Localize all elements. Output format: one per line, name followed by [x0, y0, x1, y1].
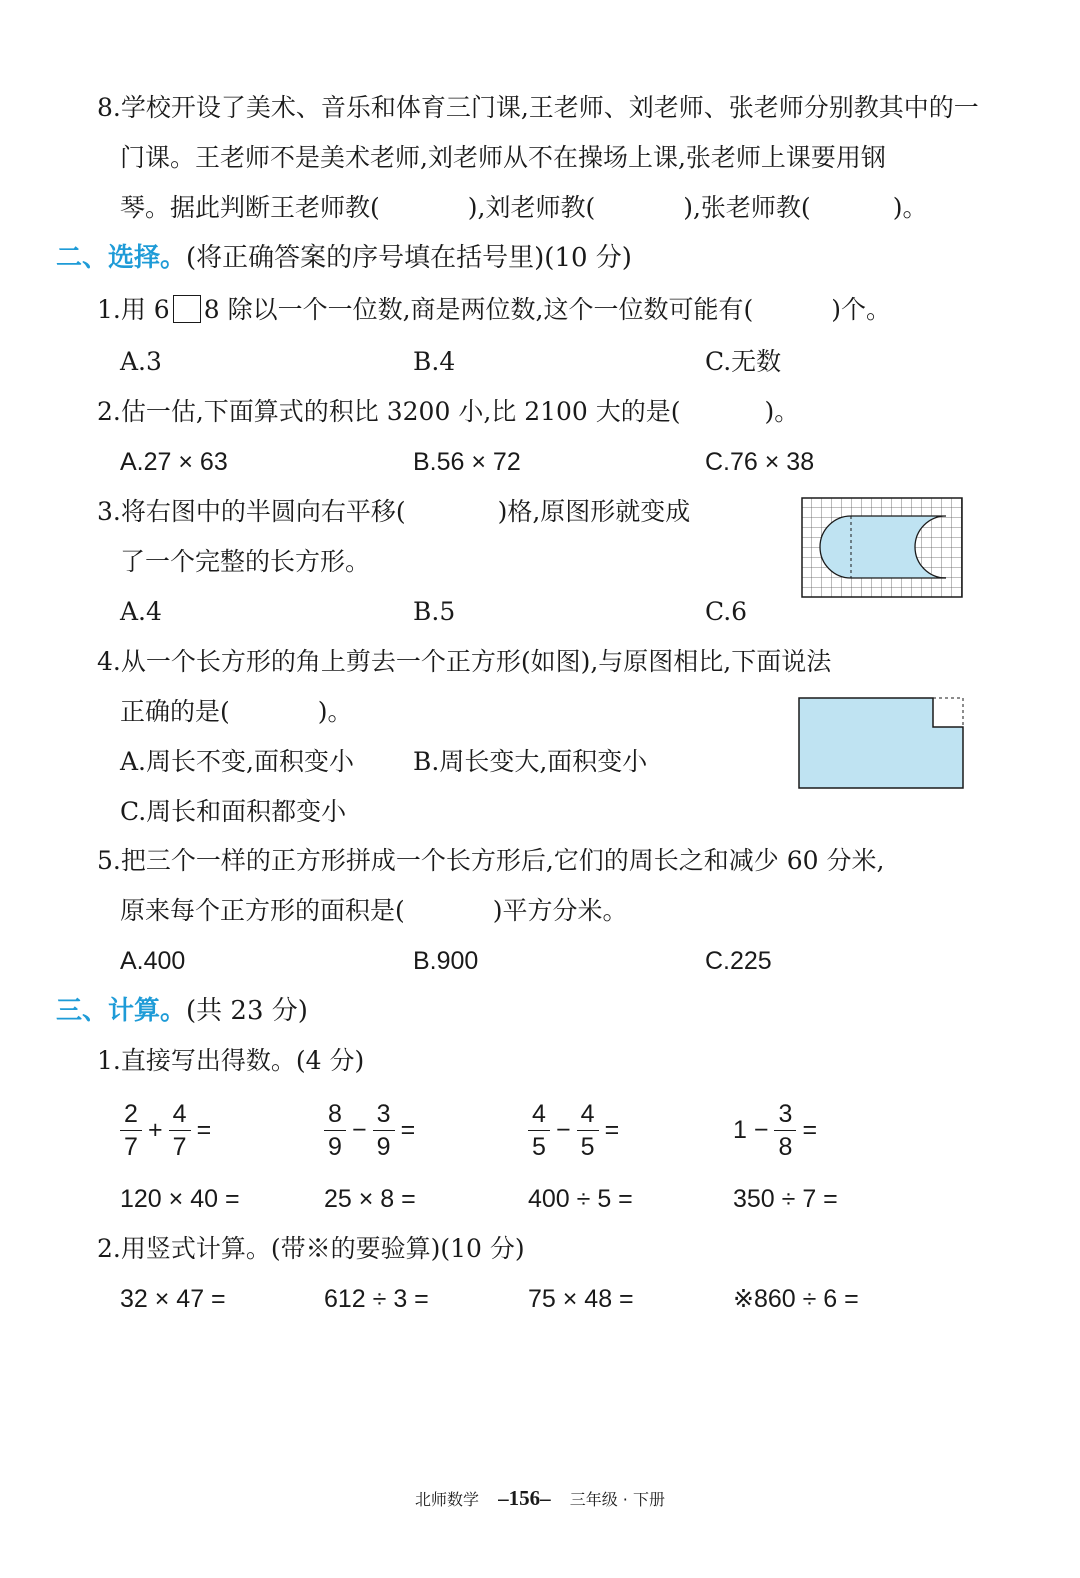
cut-rectangle-figure — [798, 697, 965, 790]
q8-text-b: ),刘老师教( — [467, 193, 596, 222]
equals: = — [196, 1115, 212, 1144]
operator: + — [148, 1115, 163, 1144]
calc-item-3: 400 ÷ 5 = — [528, 1185, 633, 1213]
s2-q4-text-a: 正确的是( — [120, 697, 230, 726]
s2-q4-option-b: B.周长变大,面积变小 — [413, 747, 648, 776]
fraction: $\frac{4}{7}$ — [169, 1101, 191, 1160]
calc-item-2: 25 × 8 = — [324, 1185, 416, 1213]
section-3-title: 三、计算。 — [56, 996, 187, 1026]
section-2-heading — [56, 240, 632, 276]
fraction: $\frac{4}{5}$ — [528, 1101, 550, 1160]
s2-q1-text-b: 8 除以一个一位数,商是两位数,这个一位数可能有( — [203, 295, 754, 324]
s2-q2-option-c: C.76 × 38 — [705, 448, 815, 476]
equals: = — [400, 1115, 416, 1144]
s2-q3-option-a: A.4 — [120, 597, 162, 626]
section-2-title: 二、选择。 — [56, 243, 187, 273]
section-3-heading — [56, 993, 308, 1029]
fraction-expression-2 — [322, 1098, 419, 1162]
s2-q4-text-b: )。 — [317, 697, 353, 726]
fraction: $\frac{3}{9}$ — [373, 1101, 395, 1160]
s2-q2-text-b: )。 — [764, 397, 800, 426]
s3-q1-title: 1.直接写出得数。(4 分) — [97, 1046, 365, 1075]
q8-line2: 门课。王老师不是美术老师,刘老师从不在操场上课,张老师上课要用钢 — [120, 143, 886, 172]
s2-q4-option-c: C.周长和面积都变小 — [120, 797, 347, 826]
lead-term: 1 − — [733, 1115, 769, 1144]
s2-q2-option-b: B.56 × 72 — [413, 448, 521, 476]
section-2-note: (将正确答案的序号填在括号里)(10 分) — [186, 243, 632, 273]
s2-q4-line1: 4.从一个长方形的角上剪去一个正方形(如图),与原图相比,下面说法 — [97, 647, 832, 676]
digit-box — [173, 295, 201, 323]
s2-q3-line1 — [97, 494, 690, 530]
q8-text-a: 琴。据此判断王老师教( — [120, 193, 380, 222]
s2-q3-line2: 了一个完整的长方形。 — [120, 547, 371, 576]
footer-series: 北师数学 — [415, 1490, 480, 1509]
q8-line1: 8.学校开设了美术、音乐和体育三门课,王老师、刘老师、张老师分别教其中的一 — [97, 93, 979, 122]
s2-q4-option-a: A.周长不变,面积变小 — [120, 747, 354, 776]
vertical-calc-4: ※860 ÷ 6 = — [733, 1285, 859, 1313]
s2-q1 — [97, 292, 891, 328]
s2-q4-line2 — [120, 694, 353, 730]
s2-q1-text-a: 1.用 6 — [97, 295, 170, 324]
cut-square-outline — [933, 698, 963, 727]
s2-q1-option-a: A.3 — [120, 347, 162, 376]
operator: − — [352, 1115, 367, 1144]
vertical-calc-3: 75 × 48 = — [528, 1285, 634, 1313]
s2-q3-option-c: C.6 — [705, 597, 748, 626]
q8-text-c: ),张老师教( — [683, 193, 811, 222]
s2-q1-option-b: B.4 — [413, 347, 456, 376]
fraction: $\frac{2}{7}$ — [120, 1101, 142, 1160]
s2-q5-line2 — [120, 893, 628, 929]
shaded-rectangle — [799, 698, 963, 788]
s2-q2-option-a: A.27 × 63 — [120, 448, 228, 476]
equals: = — [604, 1115, 620, 1144]
vertical-calc-2: 612 ÷ 3 = — [324, 1285, 429, 1313]
s2-q5-option-b: B.900 — [413, 947, 479, 975]
s2-q1-text-c: )个。 — [831, 295, 891, 324]
s2-q5-text-a: 原来每个正方形的面积是( — [120, 896, 405, 925]
section-3-note: (共 23 分) — [186, 996, 308, 1026]
equals: = — [802, 1115, 818, 1144]
s2-q1-option-c: C.无数 — [705, 347, 782, 376]
grid-semicircle-figure — [801, 497, 964, 598]
s2-q2 — [97, 394, 799, 430]
s2-q5-option-c: C.225 — [705, 947, 772, 975]
calc-item-1: 120 × 40 = — [120, 1185, 240, 1213]
s2-q5-text-b: )平方分米。 — [492, 896, 628, 925]
fraction-expression-1 — [118, 1098, 215, 1162]
fraction-expression-3 — [526, 1098, 623, 1162]
page-footer — [0, 1486, 1080, 1511]
s2-q2-text-a: 2.估一估,下面算式的积比 3200 小,比 2100 大的是( — [97, 397, 681, 426]
s2-q5-line1: 5.把三个一样的正方形拼成一个长方形后,它们的周长之和减少 60 分米, — [97, 846, 885, 875]
q8-line3 — [120, 190, 927, 226]
fraction-expression-4 — [733, 1098, 821, 1162]
q8-text-d: )。 — [892, 193, 928, 222]
operator: − — [556, 1115, 571, 1144]
vertical-calc-1: 32 × 47 = — [120, 1285, 226, 1313]
s2-q5-option-a: A.400 — [120, 947, 186, 975]
s3-q2-title: 2.用竖式计算。(带※的要验算)(10 分) — [97, 1234, 525, 1263]
s2-q3-option-b: B.5 — [413, 597, 456, 626]
calc-item-4: 350 ÷ 7 = — [733, 1185, 838, 1213]
s2-q3-text-b: )格,原图形就变成 — [497, 497, 691, 526]
fraction: $\frac{3}{8}$ — [774, 1101, 796, 1160]
page-number: –156– — [498, 1486, 551, 1510]
fraction: $\frac{4}{5}$ — [577, 1101, 599, 1160]
s2-q3-text-a: 3.将右图中的半圆向右平移( — [97, 497, 406, 526]
fraction: $\frac{8}{9}$ — [324, 1101, 346, 1160]
footer-grade: 三年级 · 下册 — [569, 1490, 665, 1509]
